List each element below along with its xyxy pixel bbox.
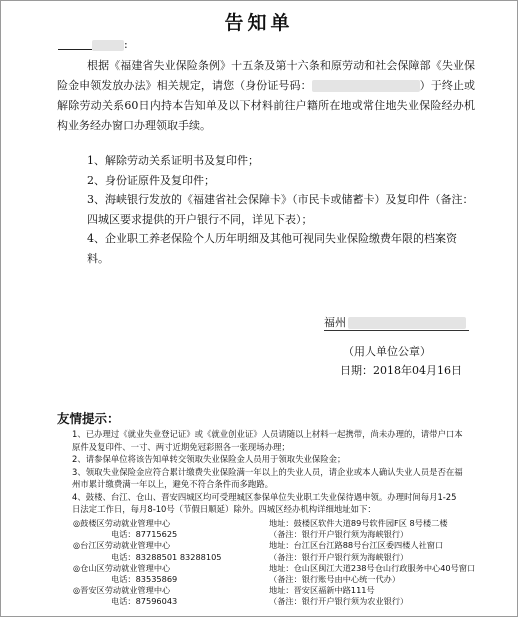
- list-item: 2、身份证原件及复印件；: [87, 173, 215, 187]
- company-name: [324, 314, 466, 330]
- tip-item: 1、已办理过《就业失业登记证》或《就业创业证》人员请随以上材料一起携带，尚未办理的，请带户口本原件及复印件、一寸、两寸近期免冠彩照各一张现场办理；: [72, 429, 463, 452]
- office-row: [73, 563, 493, 574]
- redacted-company: [348, 317, 466, 329]
- office-note: （备注：银行开户银行须为农业银行）: [269, 596, 409, 607]
- office-row: [73, 552, 493, 563]
- office-name: ◎台江区劳动就业管理中心: [73, 540, 171, 551]
- list-item: 1、解除劳动关系证明书及复印件；: [87, 154, 259, 167]
- office-name: ◎仓山区劳动就业管理中心: [73, 562, 171, 573]
- office-row: [73, 540, 493, 551]
- tip-item: 2、请参保单位将该告知单转交领取失业保险金人员用于领取失业保险金；: [72, 454, 346, 464]
- tip-item: 3、领取失业保险金应符合累计缴费失业保险满一年以上的失业人员，请企业或本人确认失业人员是否在福州市累计缴费满一年以上，避免不符合条件而多跑路。: [72, 466, 463, 489]
- paragraph-before: 根据《福建省失业保险条例》十五条及第十六条和原劳动和社会保障部《失业保险金申领发放办法》相关规定，请您（身份证号码：: [57, 59, 475, 92]
- company-prefix: 福州: [324, 316, 346, 329]
- tips-list: [56, 428, 464, 516]
- office-name: ◎晋安区劳动就业管理中心: [73, 585, 171, 596]
- list-item: 4、企业职工养老保险个人历年明细及其他可视同失业保险缴费年限的档案资料。: [87, 232, 457, 265]
- office-row: [73, 574, 493, 585]
- office-phone: 电话：87596043: [111, 596, 178, 607]
- office-address: 地址：仓山区闽江大道238号仓山行政服务中心40号窗口: [269, 562, 476, 573]
- document-title: 告知单: [224, 12, 294, 34]
- redacted-name: [92, 40, 124, 51]
- list-item: [57, 190, 475, 229]
- office-row: [73, 585, 493, 596]
- tips-title: 友情提示：: [57, 411, 120, 426]
- list-item-text: 3、海峡银行发放的《福建省社会保障卡》（市民卡或储蓄卡）及复印件（备注：四城区要求提供的开户银行不同，详见下表）；: [87, 193, 474, 226]
- office-address: 地址：鼓楼区软件大道89号软件园F区 8号楼二楼: [269, 518, 448, 528]
- office-row: [73, 529, 493, 540]
- seal-label: （用人单位公章）: [343, 345, 431, 358]
- company-underline: [324, 330, 469, 331]
- salutation: [58, 38, 128, 51]
- paragraph-after: ）于终止或解除劳动关系60日内持本告知单及以下材料前往户籍所在地或常住地失业保险经办机构业务经办窗口办理领取手续。: [57, 79, 476, 132]
- office-address: 地址：晋安区福新中路111号: [269, 585, 375, 596]
- main-paragraph: [57, 56, 475, 136]
- materials-list: [57, 151, 475, 268]
- office-phone: 电话：83288501 83288105: [111, 551, 222, 562]
- office-note: （备注：银行开户银行须为海峡银行）: [269, 529, 409, 540]
- office-row: [73, 518, 493, 529]
- office-note: （备注：银行开户银行须为海峡银行）: [269, 551, 409, 562]
- office-address: 地址：台江区台江路88号台江区委四楼人社窗口: [269, 540, 444, 551]
- salutation-colon: :: [124, 38, 128, 51]
- tip-item: 4、鼓楼、台江、仓山、晋安四城区均可受理城区参保单位失业职工失业保待遇申领。办理时间每月1-25日法定工作日，每月8-10号（节假日顺延）除外。四城区经办机构详细地址如下：: [72, 491, 457, 514]
- office-phone: 电话：87715625: [111, 529, 178, 540]
- issue-date: 日期：2018年04月16日: [340, 364, 462, 377]
- office-name: ◎鼓楼区劳动就业管理中心: [73, 518, 171, 528]
- office-list: [73, 518, 493, 608]
- office-phone: 电话：83535869: [111, 574, 178, 585]
- office-note: （备注：银行账号由中心统一代办）: [269, 574, 401, 585]
- blank-line: [58, 41, 92, 50]
- redacted-id-number: [312, 80, 420, 92]
- office-row: [73, 596, 493, 607]
